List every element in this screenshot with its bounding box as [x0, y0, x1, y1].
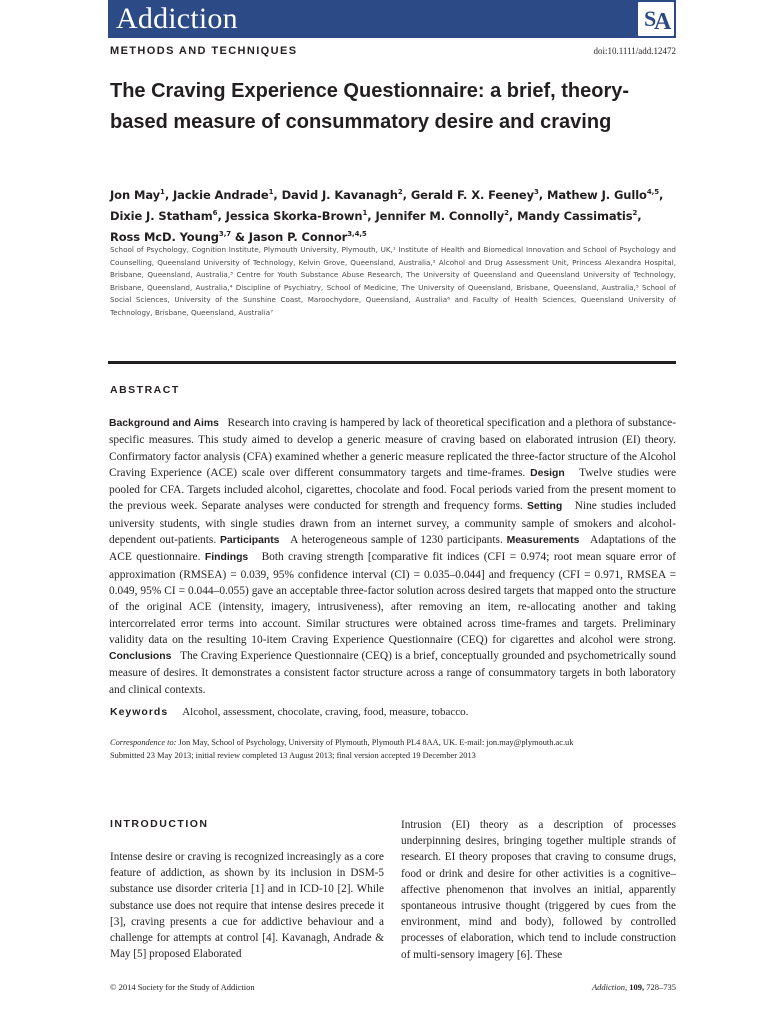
- citation-journal: Addiction,: [591, 982, 628, 992]
- author-affiliation-marker: 6: [212, 208, 218, 217]
- keywords-text: Alcohol, assessment, chocolate, craving, food, measure, tobacco.: [182, 706, 469, 718]
- publisher-logo: [638, 2, 674, 36]
- correspondence-text: Jon May, School of Psychology, University of Plymouth, Plymouth PL4 8AA, UK. E-mail: jon.may@plymouth.ac.uk: [178, 738, 574, 747]
- citation-volume: 109,: [629, 982, 645, 992]
- author-separator: ,: [402, 187, 411, 202]
- citation: [592, 982, 676, 992]
- author-affiliation-marker: 3,7: [218, 229, 232, 238]
- abstract-section-label: Participants: [219, 535, 280, 547]
- submission-dates: Submitted 23 May 2013; initial review completed 13 August 2013; final version accepted 19 December 2013: [110, 750, 476, 760]
- introduction-column-right: Intrusion (EI) theory as a description of processes underpinning desires, bringing together multiple strands of research. EI theory proposes that craving to consume drugs, food or drink and desire for other activities is a cognitive–affective phenomenon that involves an initial, apparently spontaneous intrusive thought (triggered by cues from the environment, mind and body), followed by controlled processes of elaboration, which tend to include construction of multi-sensory imagery [6]. These: [401, 819, 676, 961]
- author-separator: ,: [637, 208, 642, 223]
- author-separator: ,: [273, 187, 282, 202]
- publisher-logo-mark: S: [644, 6, 657, 31]
- keywords-label: Keywords: [110, 706, 169, 718]
- author-separator: ,: [367, 208, 376, 223]
- journal-banner: [108, 0, 676, 38]
- author-name: Jason P. Connor: [248, 229, 348, 244]
- citation-pages: 728–735: [646, 982, 676, 992]
- publisher-logo-mark-a: A: [654, 9, 672, 35]
- author-list: [110, 183, 676, 245]
- author-affiliation-marker: 3,4,5: [347, 229, 367, 238]
- introduction-column-left: Intense desire or craving is recognized increasingly as a core feature of addiction, as shown by its inclusion in DSM-5 substance use disorder criteria [1] and in ICD-10 [2]. While substance use does not require that intense desires precede it [3], craving presents a cue for addictive behaviour and a challenge for attempts at control [4]. Kavanagh, Andrade & May [5] proposed Elaborated: [110, 851, 384, 961]
- author-name: Jackie Andrade: [173, 187, 269, 202]
- author-name: Dixie J. Statham: [110, 208, 213, 223]
- abstract-body: [109, 415, 676, 698]
- abstract-section-label: Conclusions: [109, 651, 172, 663]
- section-label: METHODS AND TECHNIQUES: [110, 45, 298, 57]
- journal-title: Addiction: [116, 2, 238, 35]
- abstract-section-text: Nine studies included university students, with single studies drawn from an internet survey, a community sample of smokers and alcohol-dependent out-patients.: [109, 500, 677, 547]
- introduction-heading: INTRODUCTION: [110, 818, 209, 830]
- abstract-section-label: Design: [530, 467, 565, 479]
- abstract-heading: ABSTRACT: [110, 384, 180, 396]
- section-header: [108, 44, 676, 62]
- author-name: Gerald F. X. Feeney: [410, 187, 535, 202]
- abstract-section-text: The Craving Experience Questionnaire (CEQ) is a brief, conceptually grounded and psychometrically sound measure of desires. It demonstrates a consistent factor structure across a range of consummatory targets in both laboratory and clinical contexts.: [109, 650, 676, 696]
- copyright: © 2014 Society for the Study of Addiction: [110, 982, 255, 992]
- abstract-section-label: Background and Aims: [109, 418, 219, 429]
- author-name: David J. Kavanagh: [281, 187, 398, 202]
- author-affiliation-marker: 4,5: [646, 188, 659, 196]
- author-separator: ,: [164, 187, 173, 202]
- author-name: Jon May: [110, 187, 161, 202]
- author-separator: ,: [538, 187, 547, 202]
- author-name: Jessica Skorka-Brown: [225, 208, 363, 223]
- author-affiliation-marker: 1: [160, 188, 165, 196]
- abstract-section-text: A heterogeneous sample of 1230 participants.: [290, 534, 503, 547]
- author-affiliation-marker: 3: [534, 188, 539, 196]
- correspondence-label: Correspondence to:: [110, 738, 177, 747]
- correspondence: [110, 737, 676, 762]
- author-separator: &: [231, 229, 249, 244]
- abstract-section-text: Twelve studies were pooled for CFA. Targets included alcohol, cigarettes, chocolate and food. Focal periods varied from the present moment to the previous week. Separate analyses were conducted for strength and frequency forms.: [109, 466, 677, 513]
- author-affiliation-marker: 2: [397, 188, 403, 196]
- author-separator: ,: [658, 187, 664, 202]
- author-affiliation-marker: 2: [504, 208, 509, 217]
- author-separator: ,: [508, 208, 518, 223]
- abstract-section-label: Measurements: [506, 535, 580, 547]
- author-separator: ,: [217, 208, 226, 223]
- article-title: The Craving Experience Questionnaire: a brief, theory-based measure of consummatory desire and craving: [110, 80, 630, 133]
- abstract-section-text: Adaptations of the ACE questionnaire.: [109, 534, 676, 564]
- author-name: Mandy Cassimatis: [517, 208, 633, 223]
- affiliations: School of Psychology, Cognition Institute, Plymouth University, Plymouth, UK,¹ Institute of Health and Biomedical Innovation and School of Psychology and Counselling, Queensland University of Technology, Kelvin Grove, Queensland, Australia,² Alcohol and Drug Assessment Unit, Princess Alexandra Hospital, Brisbane, Queensland, Australia,³ Centre for Youth Substance Abuse Research, The University of Queensland and Queensland University of Technology, Brisbane, Queensland, Australia,⁴ Discipline of Psychiatry, School of Medicine, The University of Queensland, Brisbane, Queensland, Australia,⁵ School of Social Sciences, University of the Sunshine Coast, Maroochydore, Queensland, Australia⁶ and Faculty of Health Sciences, Queensland University of Technology, Brisbane, Queensland, Australia⁷: [110, 245, 676, 317]
- abstract-section-text: Both craving strength [comparative fit indices (CFI = 0.974; root mean square error of approximation (RMSEA) = 0.039, 95% confidence interval (CI) = 0.035–0.044] and frequency (CFI = 0.971, RMSEA = 0.049, 95% CI = 0.044–0.055) gave an acceptable three-factor solution across desired targets that mapped onto the structure of the original ACE (intensity, imagery, intrusiveness), after removing an item, re-allocating another and taking intercorrelated error terms into account. Similar structures were obtained across time-frames and targets. Preliminary validity data on the resulting 10-item Craving Experience Questionnaire (CEQ) for cigarettes and alcohol were strong.: [109, 551, 676, 646]
- author-name: Mathew J. Gullo: [546, 187, 647, 202]
- abstract-section-text: Research into craving is hampered by lack of theoretical specification and a plethora of substance-specific measures. This study aimed to develop a generic measure of craving based on elaborated intrusion (EI) theory. Confirmatory factor analysis (CFA) examined whether a generic measure replicated the three-factor structure of the Alcohol Craving Experience (ACE) scale over different consummatory targets and time-frames.: [109, 417, 677, 479]
- author-name: Jennifer M. Connolly: [375, 208, 505, 223]
- author-affiliation-marker: 2: [632, 208, 638, 217]
- doi[interactable]: doi:10.1111/add.12472: [593, 46, 676, 56]
- author-name: Ross McD. Young: [110, 229, 219, 244]
- keywords: [110, 705, 676, 719]
- divider: [108, 361, 676, 364]
- abstract-section-label: Setting: [527, 501, 563, 513]
- author-affiliation-marker: 1: [268, 188, 274, 196]
- abstract-section-label: Findings: [204, 552, 249, 564]
- author-affiliation-marker: 1: [362, 208, 368, 217]
